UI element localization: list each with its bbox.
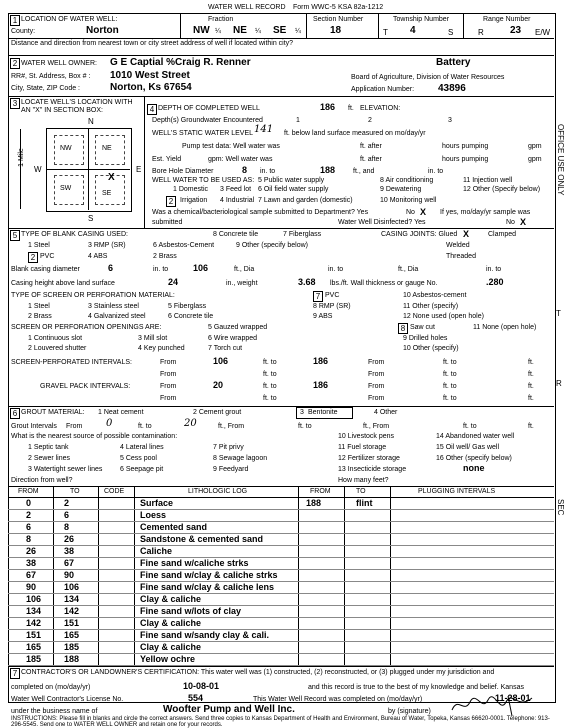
openings-label: SCREEN OR PERFORATION OPENINGS ARE:	[11, 324, 162, 331]
screen-intervals-label: SCREEN-PERFORATED INTERVALS:	[11, 359, 132, 366]
log-to: 185	[64, 642, 80, 652]
range-number: 23	[510, 25, 522, 36]
log-description: Surface	[140, 498, 174, 508]
log-description: Clay & caliche	[140, 594, 202, 604]
casing-gauge: .280	[486, 277, 504, 287]
log-from: 106	[26, 594, 42, 604]
casing-to: 106	[193, 263, 209, 273]
log-from: 90	[26, 582, 37, 592]
county-value: Norton	[86, 25, 119, 36]
business-name: Woofter Pump and Well Inc.	[163, 704, 295, 715]
city-label: City, State, ZIP Code :	[11, 85, 80, 92]
plug-from: 188	[306, 498, 322, 508]
use-irrigation-selected: 2	[166, 196, 176, 207]
contamination-other: none	[463, 463, 485, 473]
log-description: Clay & caliche	[140, 618, 202, 628]
gravel-from: 20	[213, 380, 224, 390]
saw-cut-selected: 8	[398, 323, 408, 334]
table-row	[8, 582, 563, 593]
grout-from: 0	[106, 418, 113, 429]
log-description: Fine sand w/clay & caliche lens	[140, 582, 275, 592]
screen-material-label: TYPE OF SCREEN OR PERFORATION MATERIAL:	[11, 292, 175, 299]
license-label: Water Well Contractor's License No.	[11, 696, 124, 703]
grout-intervals-label: Grout Intervals	[11, 423, 57, 430]
log-to: 26	[64, 534, 75, 544]
depth-value: 186	[320, 102, 336, 112]
signature	[448, 692, 538, 718]
range-label: Range Number	[483, 16, 531, 23]
grout-label: GROUT MATERIAL:	[21, 409, 85, 416]
how-many-feet-label: How many feet?	[338, 477, 389, 484]
county-label: County:	[11, 28, 36, 35]
owner-address: 1010 West Street	[110, 70, 190, 81]
section-5-number: 5	[10, 230, 20, 241]
application-label: Application Number:	[351, 86, 415, 93]
completed-label: completed on (mo/day/yr)	[11, 684, 91, 691]
section-1-number: 1	[10, 15, 20, 26]
owner-label: WATER WELL OWNER:	[21, 60, 97, 67]
chem-label: Was a chemical/bacteriological sample submitted to Department? Yes	[152, 209, 369, 216]
joints-label: CASING JOINTS: Glued	[381, 231, 458, 238]
casing-label: TYPE OF BLANK CASING USED:	[21, 231, 128, 238]
log-description: Yellow ochre	[140, 654, 196, 664]
log-to: 90	[64, 570, 75, 580]
static-level-value: 141	[254, 124, 274, 135]
log-from: 2	[26, 510, 32, 520]
casing-pvc-selected: 2	[28, 252, 38, 263]
table-row	[8, 498, 563, 509]
log-from: 134	[26, 606, 42, 616]
log-to: 2	[64, 498, 70, 508]
log-to: 142	[64, 606, 80, 616]
completed-date: 10-08-01	[183, 681, 220, 691]
section-7-number: 7	[10, 668, 20, 679]
quarter-3: SE	[273, 25, 287, 36]
range-ew: E/W	[535, 28, 551, 37]
table-row	[8, 630, 563, 641]
depth-label: DEPTH OF COMPLETED WELL	[158, 105, 260, 112]
log-from: 26	[26, 546, 37, 556]
table-row	[8, 522, 563, 533]
log-to: 134	[64, 594, 80, 604]
log-description: Fine sand w/lots of clay	[140, 606, 242, 616]
casing-diameter: 6	[108, 263, 114, 273]
direction-label: Direction from well?	[11, 477, 73, 484]
static-level-label: WELL'S STATIC WATER LEVEL	[152, 130, 254, 137]
form-title: WATER WELL RECORD	[208, 4, 286, 11]
bore-depth: 188	[320, 165, 336, 175]
section-4-number: 4	[147, 104, 157, 115]
table-row	[8, 606, 563, 617]
groundwater-label: Depth(s) Groundwater Encountered	[152, 117, 263, 124]
section-number: 18	[330, 25, 342, 36]
section-6-number: 6	[10, 408, 20, 419]
log-description: Loess	[140, 510, 167, 520]
log-to: 151	[64, 618, 80, 628]
log-from: 8	[26, 534, 32, 544]
log-from: 185	[26, 654, 42, 664]
elevation-label: ELEVATION:	[360, 105, 401, 112]
casing-height-label: Casing height above land surface	[11, 280, 115, 287]
gravel-to: 186	[313, 380, 329, 390]
log-description: Cemented sand	[140, 522, 208, 532]
owner-name-2: Battery	[436, 57, 471, 68]
owner-name: G E Captial %Craig R. Renner	[110, 57, 251, 68]
table-row	[8, 642, 563, 653]
table-row	[8, 558, 563, 569]
log-to: 38	[64, 546, 75, 556]
log-from: 165	[26, 642, 42, 652]
lithologic-log	[8, 498, 554, 666]
log-to: 8	[64, 522, 70, 532]
gravel-intervals-label: GRAVEL PACK INTERVALS:	[40, 383, 131, 390]
pump-test-label: Pump test data: Well water was	[182, 143, 280, 150]
log-to: 188	[64, 654, 80, 664]
business-label: under the business name of	[11, 708, 98, 715]
location-label: LOCATION OF WATER WELL:	[21, 16, 118, 23]
table-row	[8, 510, 563, 521]
table-row	[8, 570, 563, 581]
log-description: Fine sand w/sandy clay & cali.	[140, 630, 270, 640]
log-description: Fine sand w/caliche strks	[140, 558, 249, 568]
table-row	[8, 546, 563, 557]
use-label: WELL WATER TO BE USED AS:	[152, 177, 255, 184]
log-description: Fine sand w/clay & caliche strks	[140, 570, 278, 580]
log-from: 151	[26, 630, 42, 640]
plug-to: flint	[356, 498, 373, 508]
table-row	[8, 594, 563, 605]
quarter-1: NW	[193, 25, 210, 36]
log-to: 165	[64, 630, 80, 640]
ksa-number: KSA 82a-1212	[338, 4, 384, 11]
section-3-number: 3	[10, 98, 20, 109]
address-label: RR#, St. Address, Box # :	[11, 73, 91, 80]
location-mark: X	[108, 172, 115, 183]
table-row	[8, 654, 563, 665]
contamination-label: What is the nearest source of possible contamination:	[11, 433, 178, 440]
log-description: Clay & caliche	[140, 642, 202, 652]
log-to: 67	[64, 558, 75, 568]
township-label: Township Number	[393, 16, 450, 23]
log-from: 0	[26, 498, 32, 508]
casing-diameter-label: Blank casing diameter	[11, 266, 80, 273]
grout-to: 20	[184, 418, 197, 429]
log-description: Caliche	[140, 546, 173, 556]
bore-label: Bore Hole Diameter	[152, 168, 214, 175]
screen-to: 186	[313, 356, 329, 366]
fraction-label: Fraction	[208, 16, 234, 23]
license-number: 554	[188, 693, 204, 703]
form-number: Form WWC-5	[293, 4, 336, 11]
owner-city: Norton, Ks 67654	[110, 82, 192, 93]
log-from: 38	[26, 558, 37, 568]
screen-from: 106	[213, 356, 229, 366]
instructions: INSTRUCTIONS: Please fill in blanks and circle the correct answers. Send three copies to Kansas Department of Health and Environment, Bureau of Water, Topeka, Kansas 66620-0001. Telephone: 913-296-5545. Send one to WATER WELL OWNER and retain one for your records.	[11, 716, 550, 728]
log-from: 6	[26, 522, 32, 532]
casing-weight: 3.68	[298, 277, 316, 287]
section-2-number: 2	[10, 58, 20, 69]
certification-label: CONTRACTOR'S OR LANDOWNER'S CERTIFICATION: This water well was (1) constructed, (2) reconstructed, or (3) plugged under my jurisdiction and	[21, 669, 495, 676]
bore-diameter: 8	[242, 165, 248, 175]
table-row	[8, 534, 563, 545]
log-from: 142	[26, 618, 42, 628]
section-number-label: Section Number	[313, 16, 364, 23]
log-to: 6	[64, 510, 70, 520]
application-number: 43896	[438, 83, 466, 94]
water-well-record-form: WATER WELL RECORD Form WWC-5 KSA 82a-1212 1 LOCATION OF WATER WELL: County: Norton Fraction NW ¼ NE ¼ SE ¼ Section Number 18 Township Number T 4 S Range Number R 23 E/W Distance and direction from nearest town or city street address of well if located within city? 2 WATER WELL OWNER: G E Captial %Craig R. Renner Battery RR#, St. Address, Box # : 1010 West Street Board of Agriculture, Division of Water Resources City, State, ZIP Code : Norton, Ks 67654 Application Number: 43896 3 LOCATE WELL'S LOCATION WITH AN "X" IN SECTION BOX: N S W E 1 Mile NW NE SW SE X 4 DEPTH OF COMPLETED WELL 186 ft. ELEVATION: Depth(s) Groundwater Encountered 1 2 3 WELL'S STATIC WATER LEVEL 141 ft. below land surface measured on mo/day/yr Pump test data: Well water was ft. after hours pumping gpm Est. Yield gpm: Well water was ft. after hours pumping gpm Bore Hole Diameter 8 in. to 188 ft., and in. to WELL WATER TO BE USED AS: 5 Public water supply 8 Air conditioning 11 Injection well 1 Domestic 3 Feed lot 6 Oil field water supply 9 Dewatering 12 Other (Specify below) 2 Irrigation 4 Industrial 7 Lawn and garden (domestic) 10 Monitoring well Was a chemical/bacteriological sample submitted to Department? Yes No X If yes, mo/day/yr sample was submitted Water Well Disinfected? Yes No X 5 TYPE OF BLANK CASING USED: 8 Concrete tile 7 Fiberglass CASING JOINTS: Glued X Clamped 1 Steel 3 RMP (SR) 6 Asbestos-Cement 9 Other (specify below) Welded 2 PVC 4 ABS 2 Brass Threaded Blank casing diameter 6 in. to 106 ft., Dia in. to ft., Dia in. to Casing height above land surface 24 in., weight 3.68 lbs./ft. Wall thickness or gauge No. .280 TYPE OF SCREEN OR PERFORATION MATERIAL: 7 PVC 10 Asbestos-cement 1 Steel 3 Stainless steel 5 Fiberglass 8 RMP (SR) 11 Other (specify) 2 Brass 4 Galvanized steel 6 Concrete tile 9 ABS 12 None used (open hole) SCREEN OR PERFORATION OPENINGS ARE: 5 Gauzed wrapped 8 Saw cut 11 None (open hole) 1 Continuous slot 3 Mill slot 6 Wire wrapped 9 Drilled holes 2 Louvered shutter 4 Key punched 7 Torch cut 10 Other (specify) SCREEN-PERFORATED INTERVALS: From 106 ft. to 186 From ft. to ft. From ft. to From ft. to ft. GRAVEL PACK INTERVALS: From 20 ft. to 186 From ft. to ft. From ft. to From ft. to ft. 6 GROUT MATERIAL: 1 Neat cement 2 Cement grout 3 Bentonite 4 Other Grout Intervals From 0 ft. to 20 ft., From ft. to ft., From ft. to ft. What is the nearest source of possible contamination: 10 Livestock pens 14 Abandoned water well 1 Septic tank 4 Lateral lines 7 Pit privy 11 Fuel storage 15 Oil well/ Gas well 2 Sewer lines 5 Cess pool 8 Sewage lagoon 12 Fertilizer storage 16 Other (specify below) 3 Watertight sewer lines 6 Seepage pit 9 Feedyard 13 Insecticide storage none Direction from well? How many feet? FROM TO CODE LITHOLOGIC LOG FROM TO PLUGGING INTERVALS 0 2 Surface 2 6 Loess 6 8 Cemented sand 8 26 Sandstone & cemented sand 26 38 Caliche 38 67 Fine sand w/caliche strks 67 90 Fine sand w/clay & caliche strks 90 106 Fine sand w/clay & caliche lens 106 134 Clay & caliche 134 142 Fine sand w/lots of clay 142 151 Clay & caliche 151 165 Fine sand w/sandy clay & cali. 165 185 Clay & caliche 185 188 Yellow ochre 188 flint 7 CONTRACTOR'S OR LANDOWNER'S CERTIFICATION: This water well was (1) constructed, (2) reconstructed, or (3) plugged under my jurisdiction and completed on (mo/day/yr) 10-08-01 and this record is true to the best of my knowledge and belief. Kansas Water Well Contractor's License No. 554 This Water Well Record was completed on (mo/day/yr) 11-28-01 under the business name of Woofter Pump and Well Inc. by (signature) INSTRUCTIONS: Please fill in blanks and circle the correct answers. Send three copies to Kansas Department of Health and Environment, Bureau of Water, Topeka, Kansas 66620-0001. Telephone: 913-296-5545. Send one to WATER WELL OWNER and retain one for your records. OFFICE USE ONLY T R SEC	[8, 4, 563, 716]
log-description: Sandstone & cemented sand	[140, 534, 264, 544]
table-row	[8, 618, 563, 629]
est-yield-label: Est. Yield	[152, 156, 182, 163]
disinfected-label: Water Well Disinfected? Yes	[338, 219, 426, 226]
screen-pvc-selected: 7	[313, 291, 323, 302]
mile-label: 1 Mile	[17, 148, 25, 167]
distance-label: Distance and direction from nearest town or city street address of well if located within city?	[11, 40, 294, 47]
log-to: 106	[64, 582, 80, 592]
locate-label: LOCATE WELL'S LOCATION WITH AN "X" IN SECTION BOX:	[21, 99, 133, 114]
office-use-only: OFFICE USE ONLY	[556, 124, 565, 196]
log-from: 67	[26, 570, 37, 580]
board-label: Board of Agriculture, Division of Water Resources	[351, 74, 505, 81]
township-number: 4	[410, 25, 416, 36]
record-date: 11-28-01	[495, 693, 531, 703]
quarter-2: NE	[233, 25, 247, 36]
casing-height: 24	[168, 277, 179, 287]
